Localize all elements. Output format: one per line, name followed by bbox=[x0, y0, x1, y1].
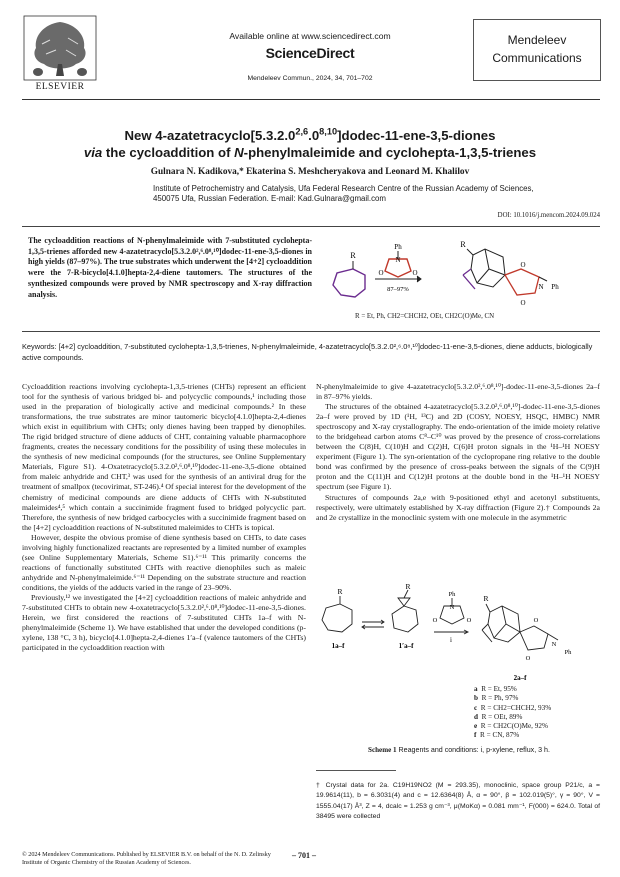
scheme-O-1: O bbox=[432, 617, 438, 624]
body-paragraph: Previously,¹² we investigated the [4+2] cycloaddition reactions of maleic anhydride and 7-substituted CHTs to obtain new 4-oxatetracyclo[5.3.2.0²,⁶.0⁸,¹⁰]dodec-11-ene-3,5-diones. Herein, we first considered the reactions of 7-substituted CHTs 1a–f with N-phenylmaleimide (Scheme 1). We have established that under the developed conditions (p-xylene, 138 °C, 3 h), bicyclo[4.1.0]hepta-2,4-dienes 1′a–f (valence tautomers of the CHTs) participated in the cycloaddition reaction with bbox=[22, 592, 306, 653]
ga-R-label-left: R bbox=[350, 251, 356, 260]
journal-citation: Mendeleev Commun., 2024, 34, 701–702 bbox=[247, 75, 373, 82]
keywords-label: Keywords: bbox=[22, 342, 57, 351]
affiliation: Institute of Petrochemistry and Catalysis, Ufa Federal Research Centre of the Russian Academy of Sciences, 450075 Ufa, Russian Federation. E-mail: Kad.Gulnara@gmail.com bbox=[153, 184, 534, 204]
keywords bbox=[22, 342, 600, 363]
ga-N-label-right: N bbox=[538, 283, 544, 291]
scheme-O-3: O bbox=[533, 617, 539, 624]
scheme-R-2: R bbox=[405, 584, 411, 591]
scheme-R-1: R bbox=[337, 587, 343, 596]
legend-item: f R = CN, 87% bbox=[474, 731, 520, 740]
graphical-abstract-scheme bbox=[325, 229, 595, 321]
body-left-column bbox=[22, 382, 306, 653]
body-paragraph: However, despite the obvious promise of diene synthesis based on CHTs, to date cases involving highly functionalized reactants are represented by a limited number of examples (see Online Supplementary Materials, Scheme S1).⁶⁻¹¹ This primarily concerns the reactions of functionally substituted CHTs with reactive dienophiles such as maleic anhydride and N-phenylmaleimide.⁶⁻¹¹ Depending on the substrate structure and reaction conditions, the yields of the adducts varied in the range of 23–90%. bbox=[22, 532, 306, 592]
journal-name-line2: Communications bbox=[492, 51, 582, 65]
ga-O-label-left2: O bbox=[412, 269, 418, 277]
header-rule bbox=[22, 99, 600, 100]
scheme-O-4: O bbox=[525, 655, 531, 662]
doi-link[interactable]: DOI: 10.1016/j.mencom.2024.09.024 bbox=[497, 212, 600, 219]
body-paragraph: Structures of compounds 2a,e with 9-positioned ethyl and acetonyl substituents, respectively, were ultimately established by X-ray diffraction (Figure 2).† Compounds 2a and 2e crystallize in the monoclinic system with one molecule in the asymmetric bbox=[316, 492, 600, 522]
scheme-reagent-label: i bbox=[450, 636, 452, 644]
journal-name-box bbox=[473, 19, 601, 81]
scheme-label-1prime: 1′a–f bbox=[398, 642, 414, 650]
ga-N-label-left: N bbox=[395, 256, 401, 264]
scheme-label-1: 1a–f bbox=[331, 642, 345, 650]
scheme-caption: Scheme 1 Reagents and conditions: i, p-xylene, reflux, 3 h. bbox=[368, 746, 550, 754]
scheme-R-3: R bbox=[483, 594, 489, 603]
ga-R-label-right: R bbox=[460, 240, 466, 249]
footnote-rule bbox=[316, 770, 396, 771]
author-list: Gulnara N. Kadikova,* Ekaterina S. Meshcheryakova and Leonard M. Khalilov bbox=[150, 167, 470, 177]
scheme-legend bbox=[474, 685, 551, 741]
logo-wordmark: ELSEVIER bbox=[35, 82, 85, 92]
crystal-data-footnote: † Crystal data for 2a. C19H19NO2 (M = 293.35), monoclinic, space group P21/c, a = 19.9614(11), b = 6.3031(4) and c = 12.6364(8) Å, α = 90°, β = 102.019(5)°, γ = 90°, V = 1555.04(17) Å³, Z = 4, dcalc = 1.253 g cm⁻³, μ(MoKα) = 0.081 mm⁻¹, F(000) = 624.0. Total of 38495 were collected bbox=[316, 782, 600, 821]
ga-O-label-left1: O bbox=[378, 269, 384, 277]
sciencedirect-name: ScienceDirect bbox=[265, 45, 355, 61]
ga-O-label-right1: O bbox=[520, 261, 526, 269]
body-paragraph: The structures of the obtained 4-azatetracyclo[5.3.2.0²,⁶.0⁸,¹⁰]-dodec-11-ene-3,5-diones 2a–f were proved by 1D (¹H, ¹³C) and 2D (COSY, NOESY, HSQC, HMBC) NMR spectroscopy and X-ray crystallography. The endo-orientation of the imide moiety relative to the bridgehead carbon atoms C⁸–C¹⁰ was proved by the presence of cross-correlations between the C(8)H, C(10)H and C(2)H, C(6)H proton signals in the ¹H–¹H NOESY experiment (Figure 1). The syn-orientation of the cyclopropane ring relative to the double bond was confirmed by the presence of cross-peaks between the signals of the C(9)H proton and the C(11)H and C(12)H protons at the double bond in the ¹H–¹H NOESY spectrum (see Figure 1). bbox=[316, 402, 600, 492]
scheme-N-1: N bbox=[449, 604, 455, 611]
scheme-Ph-2: Ph bbox=[564, 649, 572, 656]
available-online-text: Available online at www.sciencedirect.com bbox=[229, 31, 391, 41]
ga-O-label-right2: O bbox=[520, 299, 526, 307]
legend-item: c R = CH2=CHCH2, 93% bbox=[474, 703, 552, 712]
page-number: – 701 – bbox=[292, 851, 316, 860]
legend-item: a R = Et, 95% bbox=[474, 685, 517, 693]
scheme-N-2: N bbox=[551, 641, 557, 648]
article-title: New 4-azatetracyclo[5.3.2.0$^{2,6}$.0$^{8,10}$]dodec-11-ene-3,5-diones via the cycloaddition of N-phenylmaleimide and cyclohepta-1,3,5-trienes bbox=[83, 126, 537, 160]
keywords-text: [4+2] cycloaddition, 7-substituted cyclohepta-1,3,5-trienes, N-phenylmaleimide, 4-azatetracyclo[5.3.2.0²,⁶.0⁸,¹⁰]dodec-11-ene-3,5-diones, diene adducts, biologically active compounds. bbox=[22, 342, 593, 362]
journal-name-line1: Mendeleev bbox=[507, 33, 567, 47]
scheme-1-figure bbox=[318, 584, 600, 686]
ga-Ph-label-right: Ph bbox=[551, 283, 559, 291]
scheme-Ph-1: Ph bbox=[448, 591, 456, 598]
legend-item: e R = CH2C(O)Me, 92% bbox=[474, 722, 548, 730]
scheme-O-2: O bbox=[466, 617, 472, 624]
graphical-abstract-text: The cycloaddition reactions of N-phenylmaleimide with 7-substituted cyclohepta-1,3,5-trienes afforded new 4-azatetracyclo[5.3.2.0²,⁶.0⁸,¹⁰]dodec-11-ene-3,5-diones in high yields (87–97%). The true substrates which underwent the [4+2] cycloaddition were the 7-R-bicyclo[4.1.0]hepta-2,4-diene tautomers. The structures of the synthesized compounds were proved by NMR spectroscopy and X-ray diffraction analysis. bbox=[28, 236, 312, 299]
body-right-column bbox=[316, 382, 600, 523]
graphical-abstract-caption: R = Et, Ph, CH2=CHCH2, OEt, CH2C(O)Me, CN bbox=[355, 313, 495, 320]
copyright-notice: © 2024 Mendeleev Communications. Published by ELSEVIER B.V. on behalf of the N. D. Zelinsky Institute of Organic Chemistry of the Russian Academy of Sciences. bbox=[22, 851, 271, 866]
ga-yield-label: 87–97% bbox=[387, 286, 409, 293]
scheme-label-2: 2a–f bbox=[513, 674, 527, 682]
legend-item: b R = Ph, 97% bbox=[474, 694, 519, 703]
body-paragraph: N-phenylmaleimide to give 4-azatetracyclo[5.3.2.0²,⁶.0⁸,¹⁰]-dodec-11-ene-3,5-diones 2a–f in 87–97% yields. bbox=[316, 382, 600, 402]
ga-Ph-label-left: Ph bbox=[394, 243, 402, 251]
body-paragraph: Cycloaddition reactions involving cyclohepta-1,3,5-trienes (CHTs) represent an efficient tool for the synthesis of various bridged bi- and polycyclic compounds,¹ including those used in the preparation of biologically active and medicinal compounds.² In these transformations, the true substrates are minor tautomeric bicyclo[4.1.0]hepta-2,4-dienes which exist in equilibrium with CHTs; only dienes having been trapped by dienophiles. The rigid bridged structure of diene adducts of CHT, containing valuable pharmacophore fragments, creates the necessary conditions for the possibility of using these molecules in the synthesis of new medicinal compounds (for the structures, see Online Supplementary Materials, Figure S1). 4-Oxatetracyclo[5.3.2.0²,⁶.0⁸,¹⁰]dodec-11-ene-3,5-dione obtained from maleic anhydride and CHT,³ was used for the synthesis of an antiviral drug for the treatment of smallpox (tecovirimat, ST-246).⁴ Of special interest for the development of the chemistry of medicinal compounds are diene adducts of CHTs with N-substituted maleimides⁴,⁵ which contain a succinimide fragment fused to bridged polycyclic part. Therefore, the synthesis of new bridged carbocycles with a succinimide fragment based on the [4+2] cycloaddition reactions of N-substituted maleimides to CHTs is topical. bbox=[22, 382, 306, 532]
legend-item: d R = OEt, 89% bbox=[474, 712, 523, 721]
